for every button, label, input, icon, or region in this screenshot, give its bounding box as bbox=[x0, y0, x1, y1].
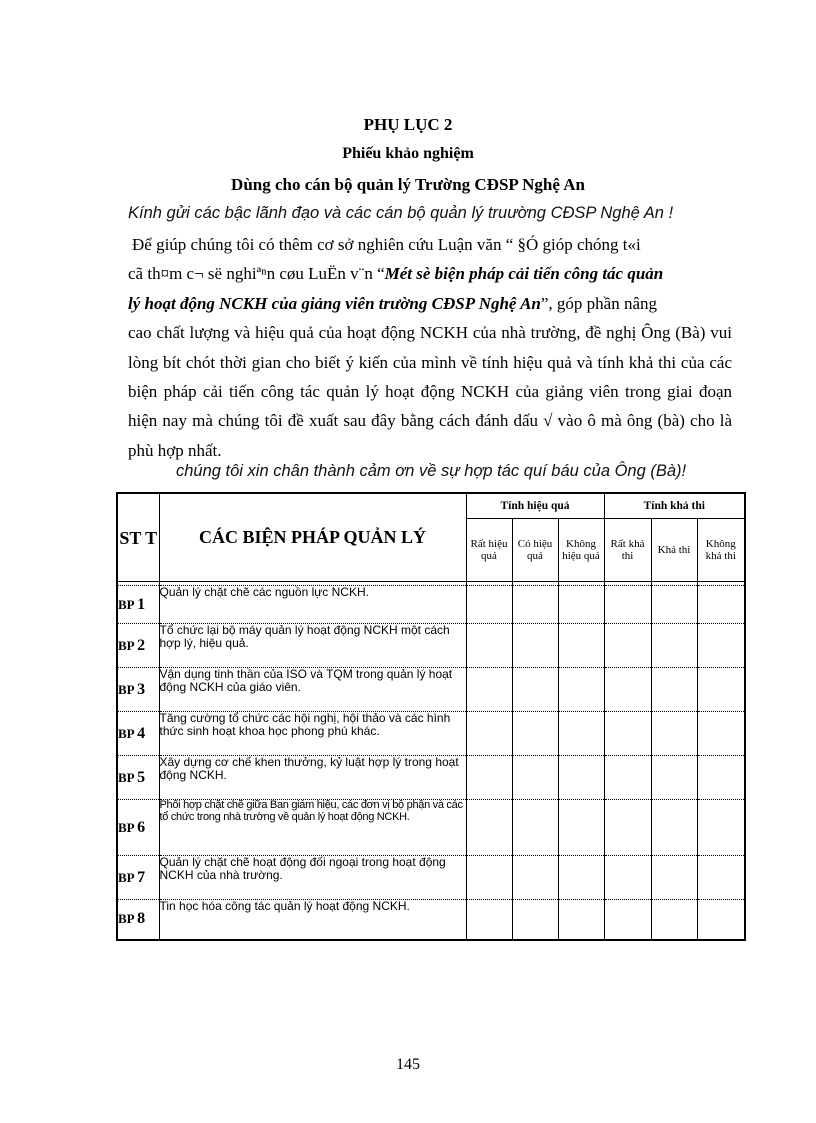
intro-line-2 bbox=[128, 259, 732, 288]
greeting-line: Kính gửi các bậc lãnh đạo và các cán bộ quản lý truường CĐSP Nghệ An ! bbox=[128, 204, 674, 222]
checkbox-cell[interactable] bbox=[697, 800, 745, 856]
survey-table bbox=[116, 492, 746, 941]
col-not-feasible: Không khả thi bbox=[697, 519, 745, 582]
row-id: BP 5 bbox=[117, 756, 159, 800]
checkbox-cell[interactable] bbox=[604, 668, 651, 712]
checkbox-cell[interactable] bbox=[651, 624, 697, 668]
col-effective: Có hiệu quả bbox=[512, 519, 558, 582]
checkbox-cell[interactable] bbox=[697, 668, 745, 712]
checkbox-cell[interactable] bbox=[651, 856, 697, 900]
table-row bbox=[117, 856, 745, 900]
row-id: BP 1 bbox=[117, 586, 159, 624]
measure-text: Tổ chức lại bộ máy quản lý hoạt động NCKH một cách hợp lý, hiệu quả. bbox=[159, 624, 466, 668]
row-id: BP 7 bbox=[117, 856, 159, 900]
checkbox-cell[interactable] bbox=[604, 856, 651, 900]
measure-text: Quản lý chặt chẽ hoạt động đối ngoại trong hoạt động NCKH của nhà trường. bbox=[159, 856, 466, 900]
table-row bbox=[117, 756, 745, 800]
checkbox-cell[interactable] bbox=[466, 800, 512, 856]
measure-text: Phối hợp chặt chẽ giữa Ban giám hiệu, các đơn vị bộ phận và các tổ chức trong nhà trường về quản lý hoạt động NCKH. bbox=[159, 800, 466, 856]
row-id: BP 2 bbox=[117, 624, 159, 668]
appendix-title: PHỤ LỤC 2 bbox=[363, 115, 453, 134]
checkbox-cell[interactable] bbox=[651, 586, 697, 624]
measure-text: Vận dụng tinh thần của ISO và TQM trong quản lý hoạt động NCKH của giáo viên. bbox=[159, 668, 466, 712]
checkbox-cell[interactable] bbox=[651, 800, 697, 856]
checkbox-cell[interactable] bbox=[558, 624, 604, 668]
checkbox-cell[interactable] bbox=[558, 900, 604, 940]
checkbox-cell[interactable] bbox=[651, 900, 697, 940]
table-row bbox=[117, 800, 745, 856]
checkbox-cell[interactable] bbox=[512, 856, 558, 900]
intro-line-2-prefix: cã th¤m c¬ së nghiªⁿn cøu LuËn v¨n “ bbox=[128, 264, 385, 284]
measures-header: CÁC BIỆN PHÁP QUẢN LÝ bbox=[159, 493, 466, 582]
checkbox-cell[interactable] bbox=[512, 900, 558, 940]
stt-header: ST T bbox=[117, 493, 159, 582]
row-id: BP 6 bbox=[117, 800, 159, 856]
checkbox-cell[interactable] bbox=[604, 900, 651, 940]
intro-line-1: Để giúp chúng tôi có thêm cơ sở nghiên cứu Luận văn “ §Ó gióp chóng t«i bbox=[132, 235, 641, 254]
checkbox-cell[interactable] bbox=[466, 756, 512, 800]
checkbox-cell[interactable] bbox=[651, 668, 697, 712]
checkbox-cell[interactable] bbox=[512, 586, 558, 624]
table-row bbox=[117, 900, 745, 940]
audience-line: Dùng cho cán bộ quản lý Trường CĐSP Nghệ An bbox=[231, 175, 585, 194]
checkbox-cell[interactable] bbox=[512, 800, 558, 856]
form-subtitle: Phiếu khảo nghiệm bbox=[342, 145, 474, 162]
checkbox-cell[interactable] bbox=[651, 712, 697, 756]
checkbox-cell[interactable] bbox=[558, 800, 604, 856]
thesis-title-part-2: lý hoạt động NCKH của giảng viên trường CĐSP Nghệ An bbox=[128, 293, 541, 313]
measure-text: Quản lý chặt chẽ các nguồn lực NCKH. bbox=[159, 586, 466, 624]
checkbox-cell[interactable] bbox=[558, 668, 604, 712]
table-row bbox=[117, 624, 745, 668]
checkbox-cell[interactable] bbox=[558, 856, 604, 900]
measure-text: Tin học hóa công tác quản lý hoạt động NCKH. bbox=[159, 900, 466, 940]
col-very-effective: Rất hiệu quả bbox=[466, 519, 512, 582]
thanks-line: chúng tôi xin chân thành cảm ơn về sự hợp tác quí báu của Ông (Bà)! bbox=[176, 462, 687, 480]
checkbox-cell[interactable] bbox=[604, 800, 651, 856]
checkbox-cell[interactable] bbox=[512, 756, 558, 800]
checkbox-cell[interactable] bbox=[697, 856, 745, 900]
intro-paragraph bbox=[128, 230, 732, 465]
feasibility-group-header: Tính khả thi bbox=[604, 493, 745, 519]
checkbox-cell[interactable] bbox=[697, 712, 745, 756]
measure-text: Xây dựng cơ chế khen thưởng, kỷ luật hợp lý trong hoạt động NCKH. bbox=[159, 756, 466, 800]
table-row bbox=[117, 586, 745, 624]
checkbox-cell[interactable] bbox=[466, 624, 512, 668]
row-id: BP 3 bbox=[117, 668, 159, 712]
checkbox-cell[interactable] bbox=[604, 712, 651, 756]
checkbox-cell[interactable] bbox=[466, 586, 512, 624]
checkbox-cell[interactable] bbox=[604, 586, 651, 624]
checkbox-cell[interactable] bbox=[697, 624, 745, 668]
page-number: 145 bbox=[396, 1056, 420, 1073]
row-id: BP 4 bbox=[117, 712, 159, 756]
checkbox-cell[interactable] bbox=[604, 624, 651, 668]
measure-text: Tăng cường tổ chức các hội nghị, hội thảo và các hình thức sinh hoạt khoa học phong phú khác. bbox=[159, 712, 466, 756]
intro-line-3 bbox=[128, 289, 732, 318]
table-row bbox=[117, 712, 745, 756]
checkbox-cell[interactable] bbox=[604, 756, 651, 800]
checkbox-cell[interactable] bbox=[651, 756, 697, 800]
checkbox-cell[interactable] bbox=[697, 900, 745, 940]
checkbox-cell[interactable] bbox=[466, 900, 512, 940]
checkbox-cell[interactable] bbox=[512, 624, 558, 668]
intro-rest: cao chất lượng và hiệu quả của hoạt động NCKH của nhà trường, đề nghị Ông (Bà) vui lòng bít chót thời gian cho biết ý kiến của mình về tính hiệu quả và tính khả thi của các biện pháp cải tiến công tác quản lý hoạt động NCKH của giảng viên trong giai đoạn hiện nay mà chúng tôi đề xuất sau đây bằng cách đánh dấu √ vào ô mà ông (bà) cho là phù hợp nhất. bbox=[128, 323, 732, 460]
row-id: BP 8 bbox=[117, 900, 159, 940]
col-very-feasible: Rất khả thi bbox=[604, 519, 651, 582]
checkbox-cell[interactable] bbox=[466, 712, 512, 756]
checkbox-cell[interactable] bbox=[466, 668, 512, 712]
thesis-title-part-1: Mét sè biện pháp cải tiến công tác quản bbox=[384, 264, 664, 284]
checkbox-cell[interactable] bbox=[697, 586, 745, 624]
intro-line-3-suffix: ”, góp phần nâng bbox=[540, 293, 658, 313]
col-not-effective: Không hiệu quả bbox=[558, 519, 604, 582]
effectiveness-group-header: Tính hiệu quả bbox=[466, 493, 604, 519]
table-row bbox=[117, 668, 745, 712]
checkbox-cell[interactable] bbox=[558, 586, 604, 624]
checkbox-cell[interactable] bbox=[512, 668, 558, 712]
checkbox-cell[interactable] bbox=[466, 856, 512, 900]
checkbox-cell[interactable] bbox=[558, 712, 604, 756]
checkbox-cell[interactable] bbox=[512, 712, 558, 756]
checkbox-cell[interactable] bbox=[697, 756, 745, 800]
checkbox-cell[interactable] bbox=[558, 756, 604, 800]
col-feasible: Khả thi bbox=[651, 519, 697, 582]
